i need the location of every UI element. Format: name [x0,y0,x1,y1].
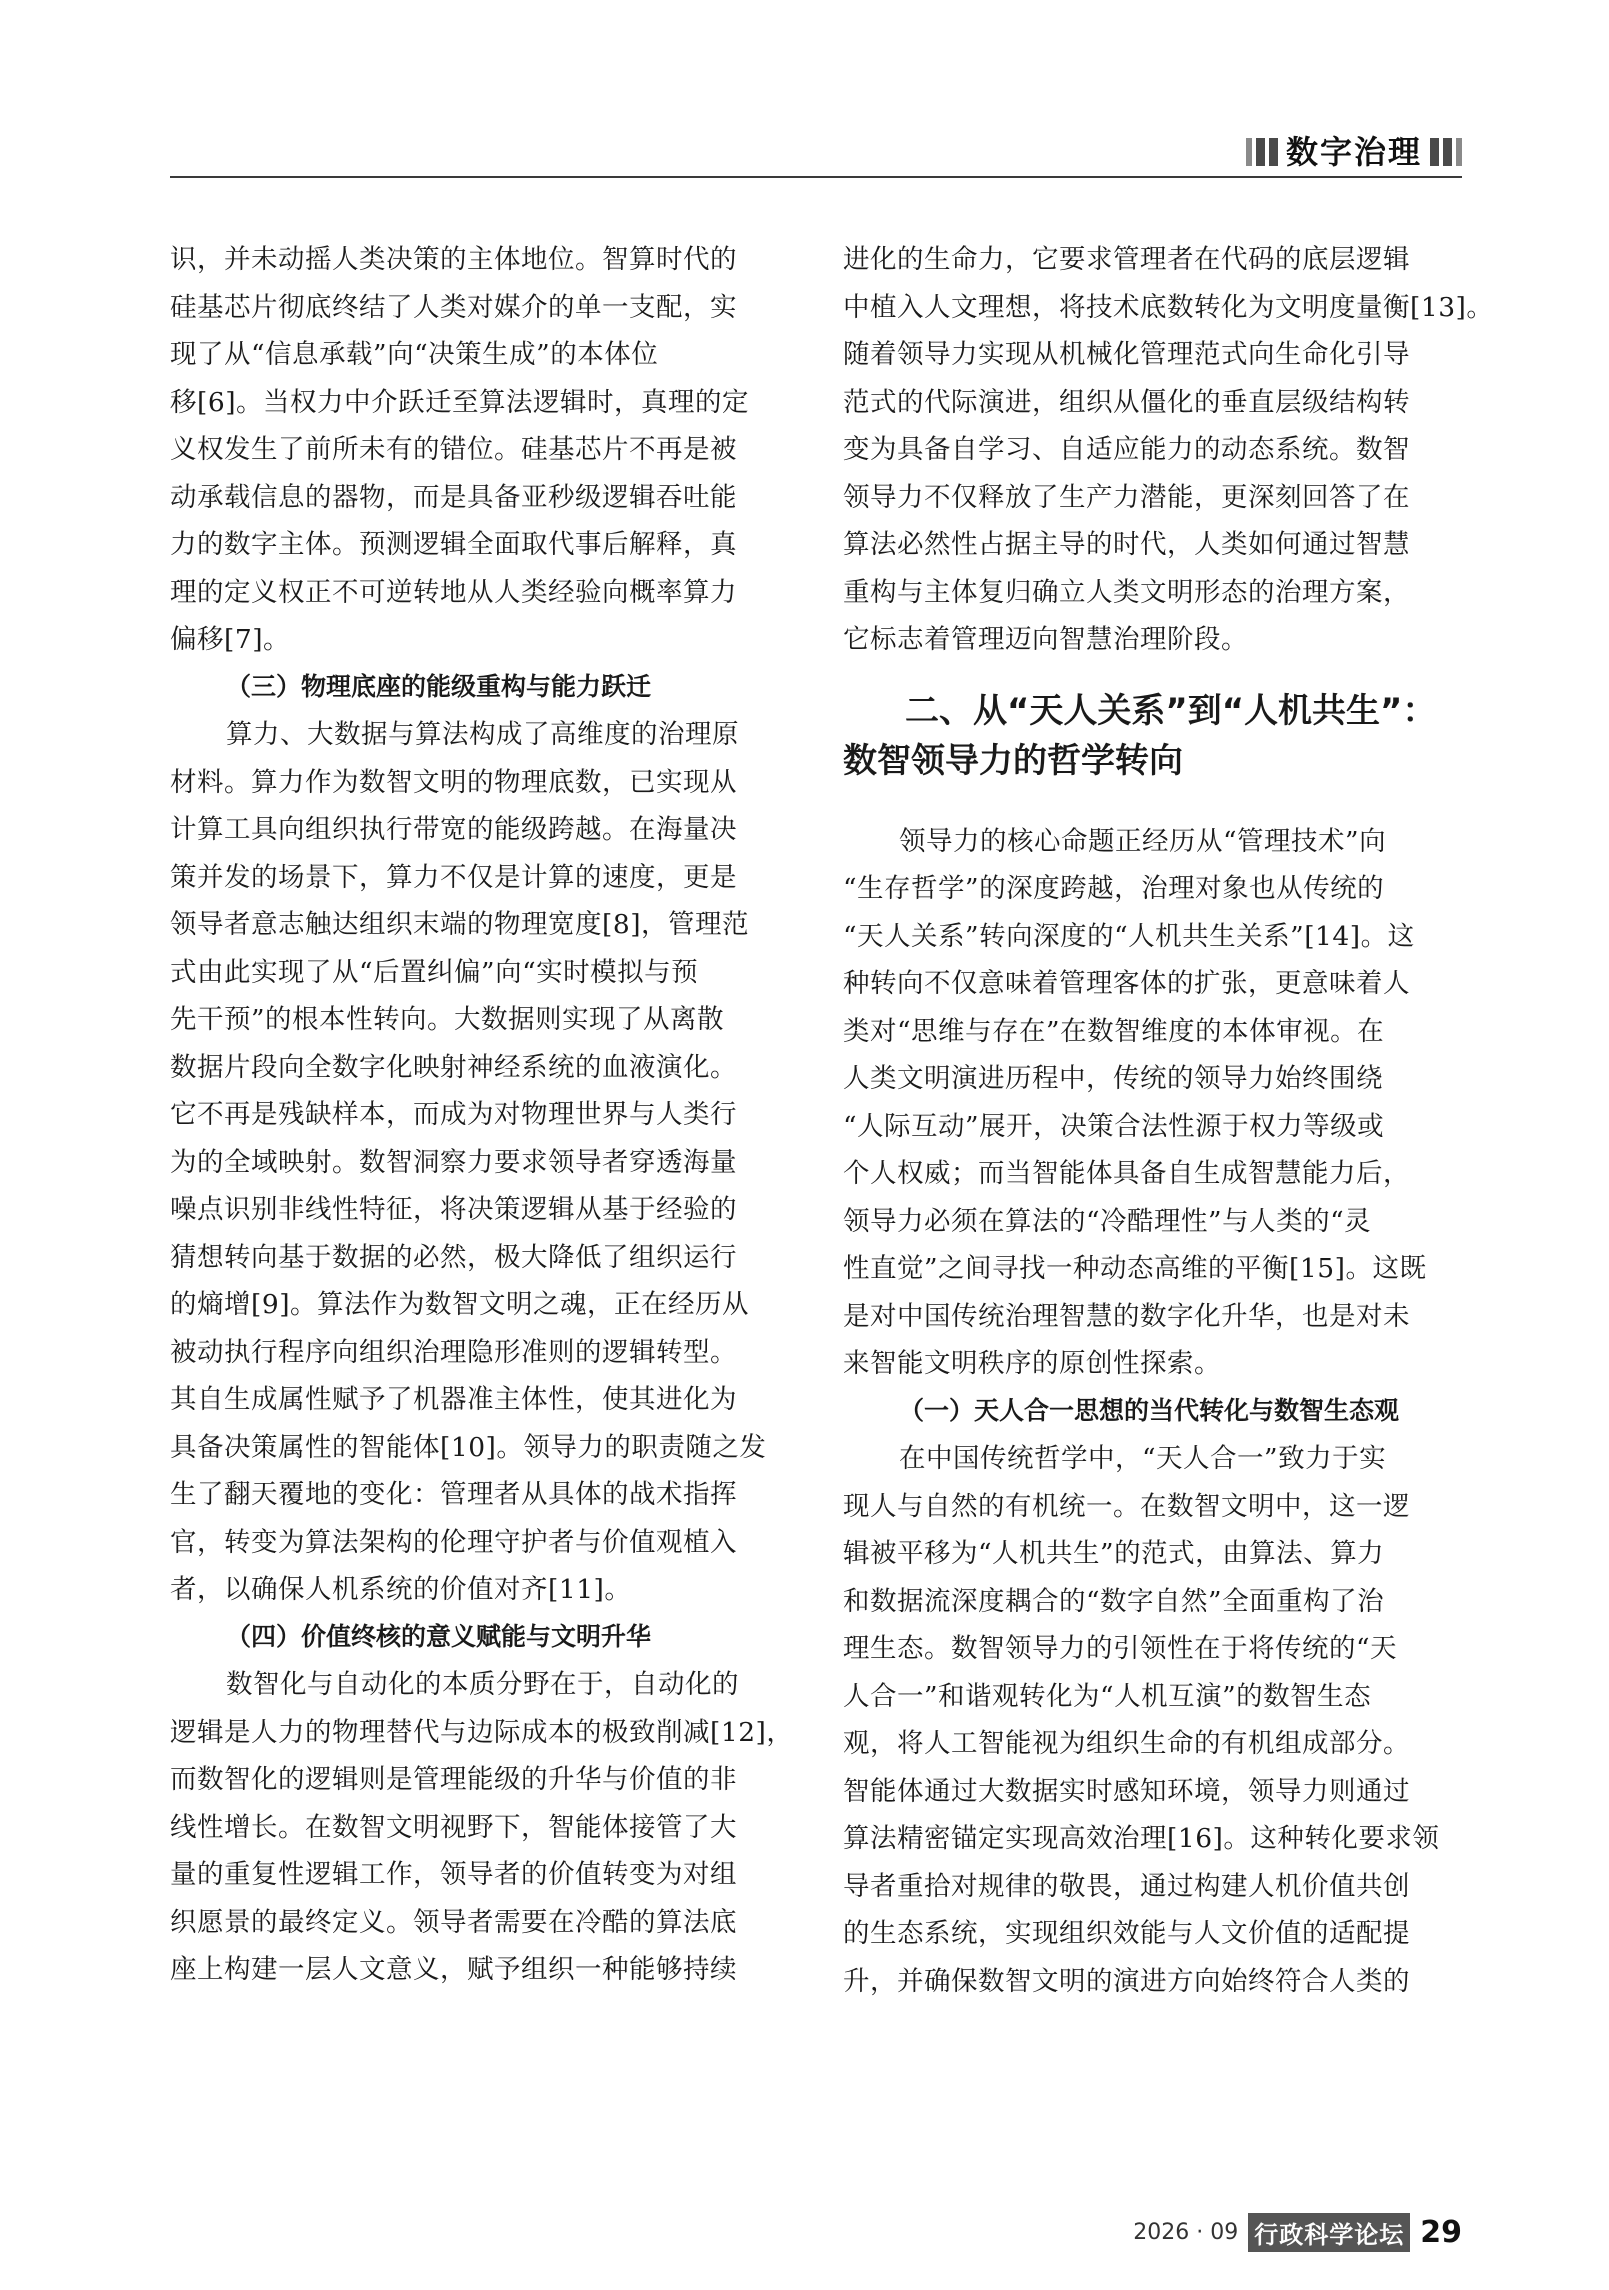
text-line: 算法必然性占据主导的时代，人类如何通过智慧 [843,529,1410,560]
text-line: 生了翻天覆地的变化：管理者从具体的战术指挥 [170,1479,737,1510]
text-line: 座上构建一层人文意义，赋予组织一种能够持续 [170,1954,737,1985]
text-line: 和数据流深度耦合的“数字自然”全面重构了治 [843,1585,1385,1617]
text-line: 而数智化的逻辑则是管理能级的升华与价值的非 [170,1764,737,1795]
text-line: 识，并未动摇人类决策的主体地位。智算时代的 [170,244,737,275]
text-line: 随着领导力实现从机械化管理范式向生命化引导 [843,339,1410,370]
text-line: “生存哲学”的深度跨越，治理对象也从传统的 [843,873,1385,904]
text-line: 逻辑是人力的物理替代与边际成本的极致削减[12]， [170,1716,794,1748]
text-line: 导者重拾对规律的敬畏，通过构建人机价值共创 [843,1870,1410,1902]
left-bars-decoration [1246,138,1278,166]
right-paragraph-3 [843,1435,1461,2005]
text-line: 它标志着管理迈向智慧治理阶段。 [843,624,1248,655]
text-line: “人际互动”展开，决策合法性源于权力等级或 [843,1110,1385,1142]
text-line: 变为具备自学习、自适应能力的动态系统。数智 [843,434,1410,465]
subsection-heading-4: （四）价值终核的意义赋能与文明升华 [226,1622,652,1652]
text-line: 现了从“信息承载”向“决策生成”的本体位 [170,339,659,370]
text-line: 在中国传统哲学中，“天人合一”致力于实 [899,1443,1387,1474]
text-line: “天人关系”转向深度的“人机共生关系”[14]。这 [843,920,1415,952]
text-line: 数智化与自动化的本质分野在于，自动化的 [226,1669,739,1700]
text-line: 领导力的核心命题正经历从“管理技术”向 [899,825,1387,857]
text-line: 类对“思维与存在”在数智维度的本体审视。在 [843,1015,1385,1047]
text-line: 算法精密锚定实现高效治理[16]。这种转化要求领 [843,1823,1440,1854]
journal-name: 行政科学论坛 [1248,2213,1410,2252]
text-line: 式由此实现了从“后置纠偏”向“实时模拟与预 [170,956,699,988]
left-paragraph-2 [170,711,780,1614]
text-line: 智能体通过大数据实时感知环境，领导力则通过 [843,1775,1410,1807]
left-column [170,236,794,1994]
text-line: 它不再是残缺样本，而成为对物理世界与人类行 [170,1099,737,1130]
page-number: 29 [1420,2215,1462,2250]
text-line: 种转向不仅意味着管理客体的扩张，更意味着人 [843,968,1410,999]
section-heading-line-2: 数智领导力的哲学转向 [843,740,1183,781]
text-line: 策并发的场景下，算力不仅是计算的速度，更是 [170,861,737,893]
text-line: 辑被平移为“人机共生”的范式，由算法、算力 [843,1538,1385,1569]
right-bars-decoration [1430,138,1462,166]
text-line: 重构与主体复归确立人类文明形态的治理方案， [843,576,1410,608]
text-line: 者，以确保人机系统的价值对齐[11]。 [170,1574,632,1605]
text-line: 其自生成属性赋予了机器准主体性，使其进化为 [170,1384,737,1415]
text-line: 是对中国传统治理智慧的数字化升华，也是对未 [843,1300,1410,1332]
issue-date: 2026 · 09 [1133,2220,1239,2245]
text-line: 进化的生命力，它要求管理者在代码的底层逻辑 [843,244,1410,275]
text-line: 个人权威；而当智能体具备自生成智慧能力后， [843,1158,1410,1189]
text-line: 范式的代际演进，组织从僵化的垂直层级结构转 [843,386,1410,418]
text-line: 算力、大数据与算法构成了高维度的治理原 [226,719,739,750]
text-line: 的熵增[9]。算法作为数智文明之魂，正在经历从 [170,1289,750,1320]
text-line: 数据片段向全数字化映射神经系统的血液演化。 [170,1051,737,1083]
text-line: 领导力必须在算法的“冷酷理性”与人类的“灵 [843,1205,1372,1237]
right-column [843,236,1494,2005]
right-paragraph-2 [843,818,1461,1388]
text-line: 量的重复性逻辑工作，领导者的价值转变为对组 [170,1859,737,1890]
text-line: 线性增长。在数智文明视野下，智能体接管了大 [170,1811,737,1843]
text-line: 动承载信息的器物，而是具备亚秒级逻辑吞吐能 [170,481,737,513]
text-line: 升，并确保数智文明的演进方向始终符合人类的 [843,1965,1410,1997]
section-tag [1246,132,1462,172]
text-line: 理生态。数智领导力的引领性在于将传统的“天 [843,1633,1398,1664]
left-paragraph-1 [170,236,780,664]
text-line: 现人与自然的有机统一。在数智文明中，这一逻 [843,1490,1410,1522]
text-line: 织愿景的最终定义。领导者需要在冷酷的算法底 [170,1906,737,1938]
text-line: 人合一”和谐观转化为“人机互演”的数智生态 [843,1680,1372,1712]
subsection-heading-1: （一）天人合一思想的当代转化与数智生态观 [899,1396,1400,1426]
section-heading-line-1: 二、从“天人关系”到“人机共生”： [905,690,1437,731]
text-line: 计算工具向组织执行带宽的能级跨越。在海量决 [170,814,737,845]
text-line: 材料。算力作为数智文明的物理底数，已实现从 [170,766,737,798]
page-footer [1133,2213,1462,2252]
text-line: 中植入人文理想，将技术底数转化为文明度量衡[13]。 [843,291,1494,323]
text-line: 的生态系统，实现组织效能与人文价值的适配提 [843,1918,1410,1949]
section-heading [843,686,1461,786]
text-line: 被动执行程序向组织治理隐形准则的逻辑转型。 [170,1336,737,1368]
text-line: 理的定义权正不可逆转地从人类经验向概率算力 [170,576,737,608]
text-line: 硅基芯片彻底终结了人类对媒介的单一支配，实 [170,291,737,323]
text-line: 观，将人工智能视为组织生命的有机组成部分。 [843,1728,1410,1759]
text-line: 先干预”的根本性转向。大数据则实现了从离散 [170,1004,725,1035]
text-line: 移[6]。当权力中介跃迁至算法逻辑时，真理的定 [170,386,750,418]
text-line: 偏移[7]。 [170,624,291,655]
left-paragraph-3 [170,1661,794,1994]
right-paragraph-1 [843,236,1494,664]
section-title: 数字治理 [1285,133,1422,171]
text-line: 义权发生了前所未有的错位。硅基芯片不再是被 [170,434,737,465]
text-line: 猜想转向基于数据的必然，极大降低了组织运行 [170,1241,737,1273]
running-header [170,128,1462,176]
text-line: 领导力不仅释放了生产力潜能，更深刻回答了在 [843,481,1410,513]
header-rule [170,176,1462,178]
text-line: 来智能文明秩序的原创性探索。 [843,1348,1221,1379]
text-line: 性直觉”之间寻找一种动态高维的平衡[15]。这既 [843,1253,1427,1284]
text-line: 噪点识别非线性特征，将决策逻辑从基于经验的 [170,1194,737,1225]
text-line: 领导者意志触达组织末端的物理宽度[8]，管理范 [170,909,750,940]
subsection-heading-3: （三）物理底座的能级重构与能力跃迁 [226,672,652,702]
text-line: 官，转变为算法架构的伦理守护者与价值观植入 [170,1526,737,1558]
text-line: 人类文明演进历程中，传统的领导力始终围绕 [843,1063,1383,1094]
text-line: 为的全域映射。数智洞察力要求领导者穿透海量 [170,1146,737,1178]
text-line: 力的数字主体。预测逻辑全面取代事后解释，真 [170,529,737,560]
text-line: 具备决策属性的智能体[10]。领导力的职责随之发 [170,1431,767,1463]
